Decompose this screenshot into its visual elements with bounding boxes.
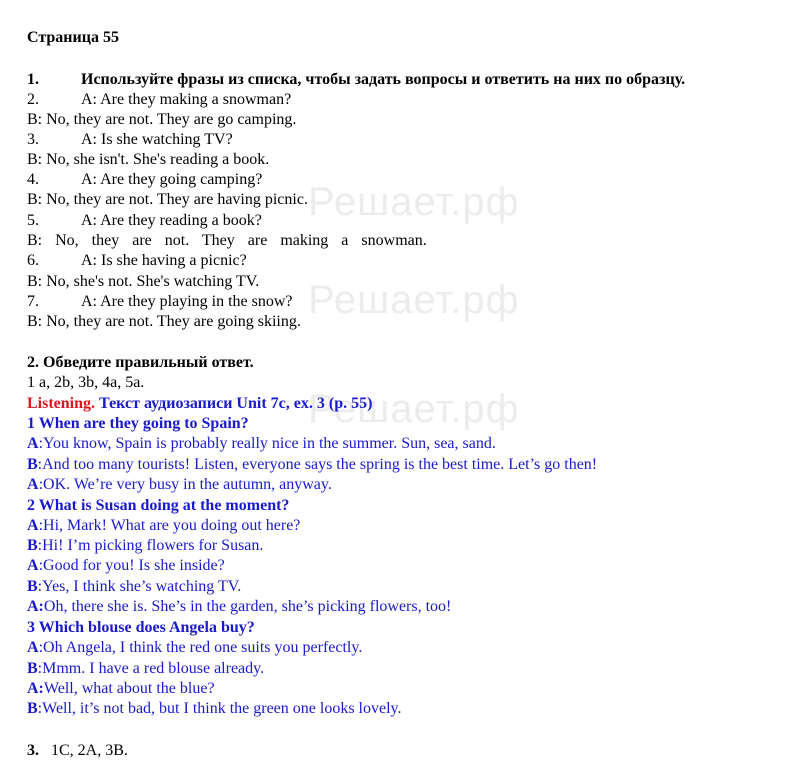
dialogue-heading: 2 What is Susan doing at the moment? [27,497,290,514]
speaker: A [27,435,39,452]
line-text: :Hi, Mark! What are you doing out here? [38,517,301,534]
speaker: A: [27,680,44,697]
ex1-answer: B: No, they are not. They are making a snowman. [27,232,427,249]
ex1-heading [27,70,685,90]
line-text: :Yes, I think she’s watching TV. [37,578,242,595]
dialogue-line [27,659,264,679]
question-text: A: Are they going camping? [81,171,263,188]
ex1-question [27,251,247,271]
dialogue-line [27,516,300,536]
dialogue-heading: 1 When are they going to Spain? [27,415,249,432]
watermark: Решает.рф [308,180,520,224]
dialogue-line [27,679,215,699]
line-text: :And too many tourists! Listen, everyone says the spring is the best time. Let’s go then! [37,456,598,473]
item-number: 3. [27,131,39,148]
ex1-answer: B: No, she's not. She's watching TV. [27,273,260,290]
item-number: 7. [27,293,39,310]
question-text: A: Is she having a picnic? [81,252,247,269]
ex2-title: 2. Обведите правильный ответ. [27,354,254,371]
dialogue-line [27,536,263,556]
page-title: Страница 55 [27,29,119,46]
dialogue-line [27,475,332,495]
item-number: 4. [27,171,39,188]
dialogue-line [27,577,241,597]
question-text: A: Are they making a snowman? [81,91,292,108]
dialogue-heading: 3 Which blouse does Angela buy? [27,619,255,636]
speaker: A [27,639,39,656]
speaker: B [27,660,38,677]
ex1-answer: B: No, they are not. They are go camping. [27,111,297,128]
ex3-line [27,741,128,761]
item-number: 6. [27,252,39,269]
speaker: B [27,456,38,473]
speaker: B [27,700,38,717]
line-text: Well, what about the blue? [43,680,215,697]
watermark: Решает.рф [308,278,520,322]
item-number: 5. [27,212,39,229]
dialogue-line [27,597,451,617]
ex1-title: Используйте фразы из списка, чтобы задать вопросы и ответить на них по образцу. [81,71,686,88]
speaker: B [27,537,38,554]
dialogue-line [27,556,225,576]
line-text: :Well, it’s not bad, but I think the green one looks lovely. [37,700,402,717]
speaker: A [27,517,39,534]
question-text: A: Is she watching TV? [81,131,233,148]
ex2-answer: 1 a, 2b, 3b, 4a, 5a. [27,374,145,391]
line-text: :Good for you! Is she inside? [38,557,225,574]
question-text: A: Are they playing in the snow? [81,293,293,310]
watermark: Решает.рф [308,387,520,431]
line-text: :Mmm. I have a red blouse already. [37,660,265,677]
line-text: :Oh Angela, I think the red one suits you perfectly. [38,639,363,656]
line-text: :OK. We’re very busy in the autumn, anyway. [38,476,332,493]
line-text: Oh, there she is. She’s in the garden, she’s picking flowers, too! [43,598,452,615]
listening-label: Listening. [27,395,96,412]
speaker: A [27,476,39,493]
speaker: A: [27,598,44,615]
dialogue-line [27,699,402,719]
item-number: 2. [27,91,39,108]
listening-heading [27,394,372,414]
line-text: :Hi! I’m picking flowers for Susan. [37,537,264,554]
ex1-question [27,292,293,312]
speaker: B [27,578,38,595]
ex1-answer: B: No, they are not. They are going skiing. [27,313,301,330]
dialogue-line [27,434,496,454]
ex1-answer: B: No, they are not. They are having picnic. [27,191,308,208]
ex3-number: 3. [27,742,39,759]
speaker: A [27,557,39,574]
listening-title: Текст аудиозаписи Unit 7c, ex. 3 (p. 55) [99,395,373,412]
ex1-question [27,130,233,150]
ex1-question [27,90,291,110]
ex3-answer: 1C, 2A, 3B. [51,742,128,759]
ex1-question [27,211,262,231]
dialogue-line [27,455,597,475]
ex1-number: 1. [27,71,39,88]
ex1-answer: B: No, she isn't. She's reading a book. [27,151,270,168]
question-text: A: Are they reading a book? [81,212,262,229]
dialogue-line [27,638,362,658]
line-text: :You know, Spain is probably really nice in the summer. Sun, sea, sand. [38,435,496,452]
ex1-question [27,170,262,190]
